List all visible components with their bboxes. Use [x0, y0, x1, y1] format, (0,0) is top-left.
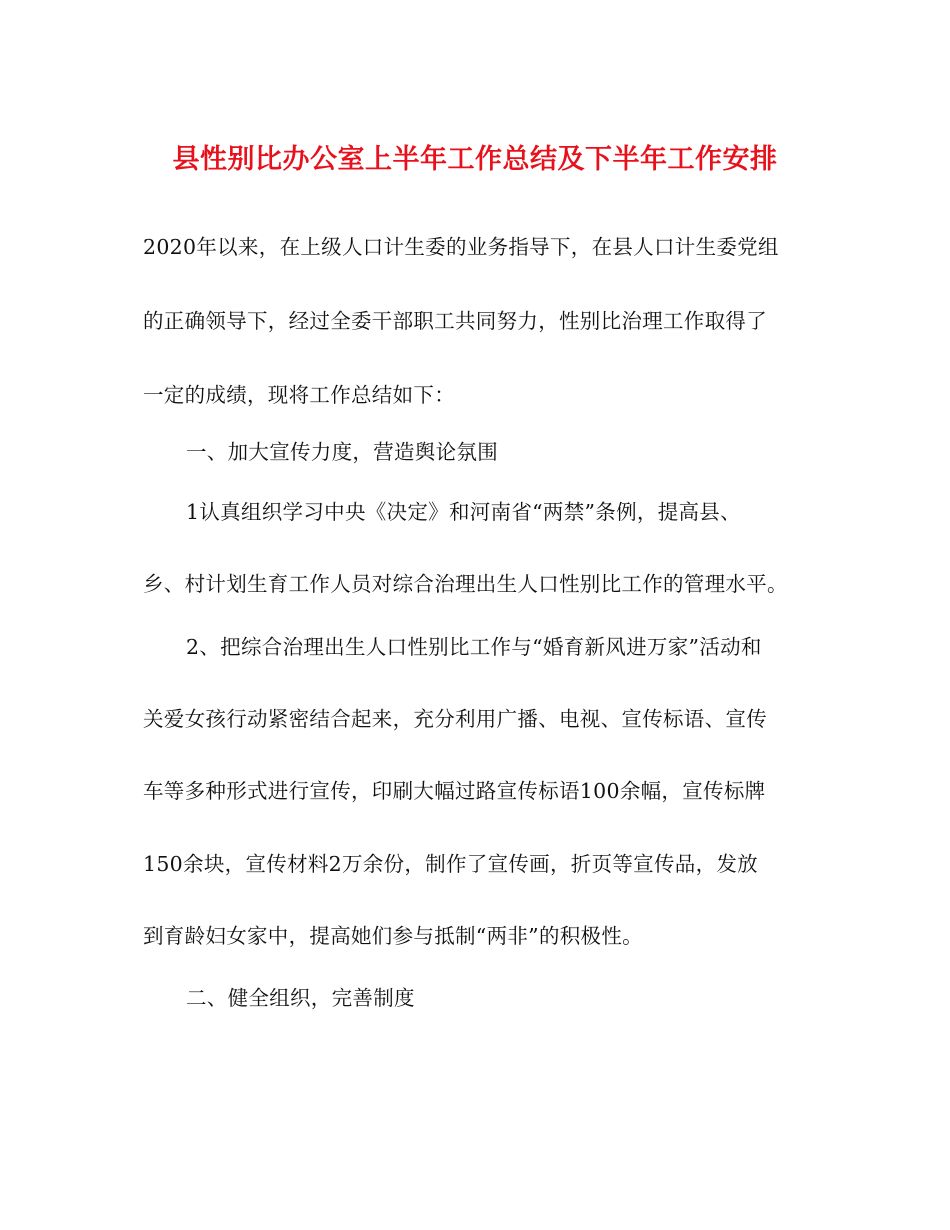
paragraph-line: 150余块，宣传材料2万余份，制作了宣传画，折页等宣传品，发放 [143, 852, 758, 876]
paragraph-line: 到育龄妇女家中，提高她们参与抵制“两非”的积极性。 [143, 924, 643, 948]
paragraph-line: 关爱女孩行动紧密结合起来，充分利用广播、电视、宣传标语、宣传 [143, 707, 767, 731]
paragraph-line: 车等多种形式进行宣传，印刷大幅过路宣传标语100余幅，宣传标牌 [143, 779, 766, 803]
paragraph-line: 2、把综合治理出生人口性别比工作与“婚育新风进万家”活动和 [186, 635, 762, 659]
paragraph-line: 一定的成绩，现将工作总结如下： [143, 383, 455, 407]
paragraph-line: 乡、村计划生育工作人员对综合治理出生人口性别比工作的管理水平。 [143, 572, 788, 596]
paragraph-line: 1认真组织学习中央《决定》和河南省“两禁”条例，提高县、 [186, 500, 741, 524]
paragraph-line: 的正确领导下，经过全委干部职工共同努力，性别比治理工作取得了 [143, 309, 767, 333]
section-heading: 一、加大宣传力度，营造舆论氛围 [186, 440, 498, 464]
document-title: 县性别比办公室上半年工作总结及下半年工作安排 [172, 144, 778, 175]
section-heading: 二、健全组织，完善制度 [186, 986, 415, 1010]
paragraph-line: 2020年以来，在上级人口计生委的业务指导下，在县人口计生委党组 [143, 235, 779, 259]
